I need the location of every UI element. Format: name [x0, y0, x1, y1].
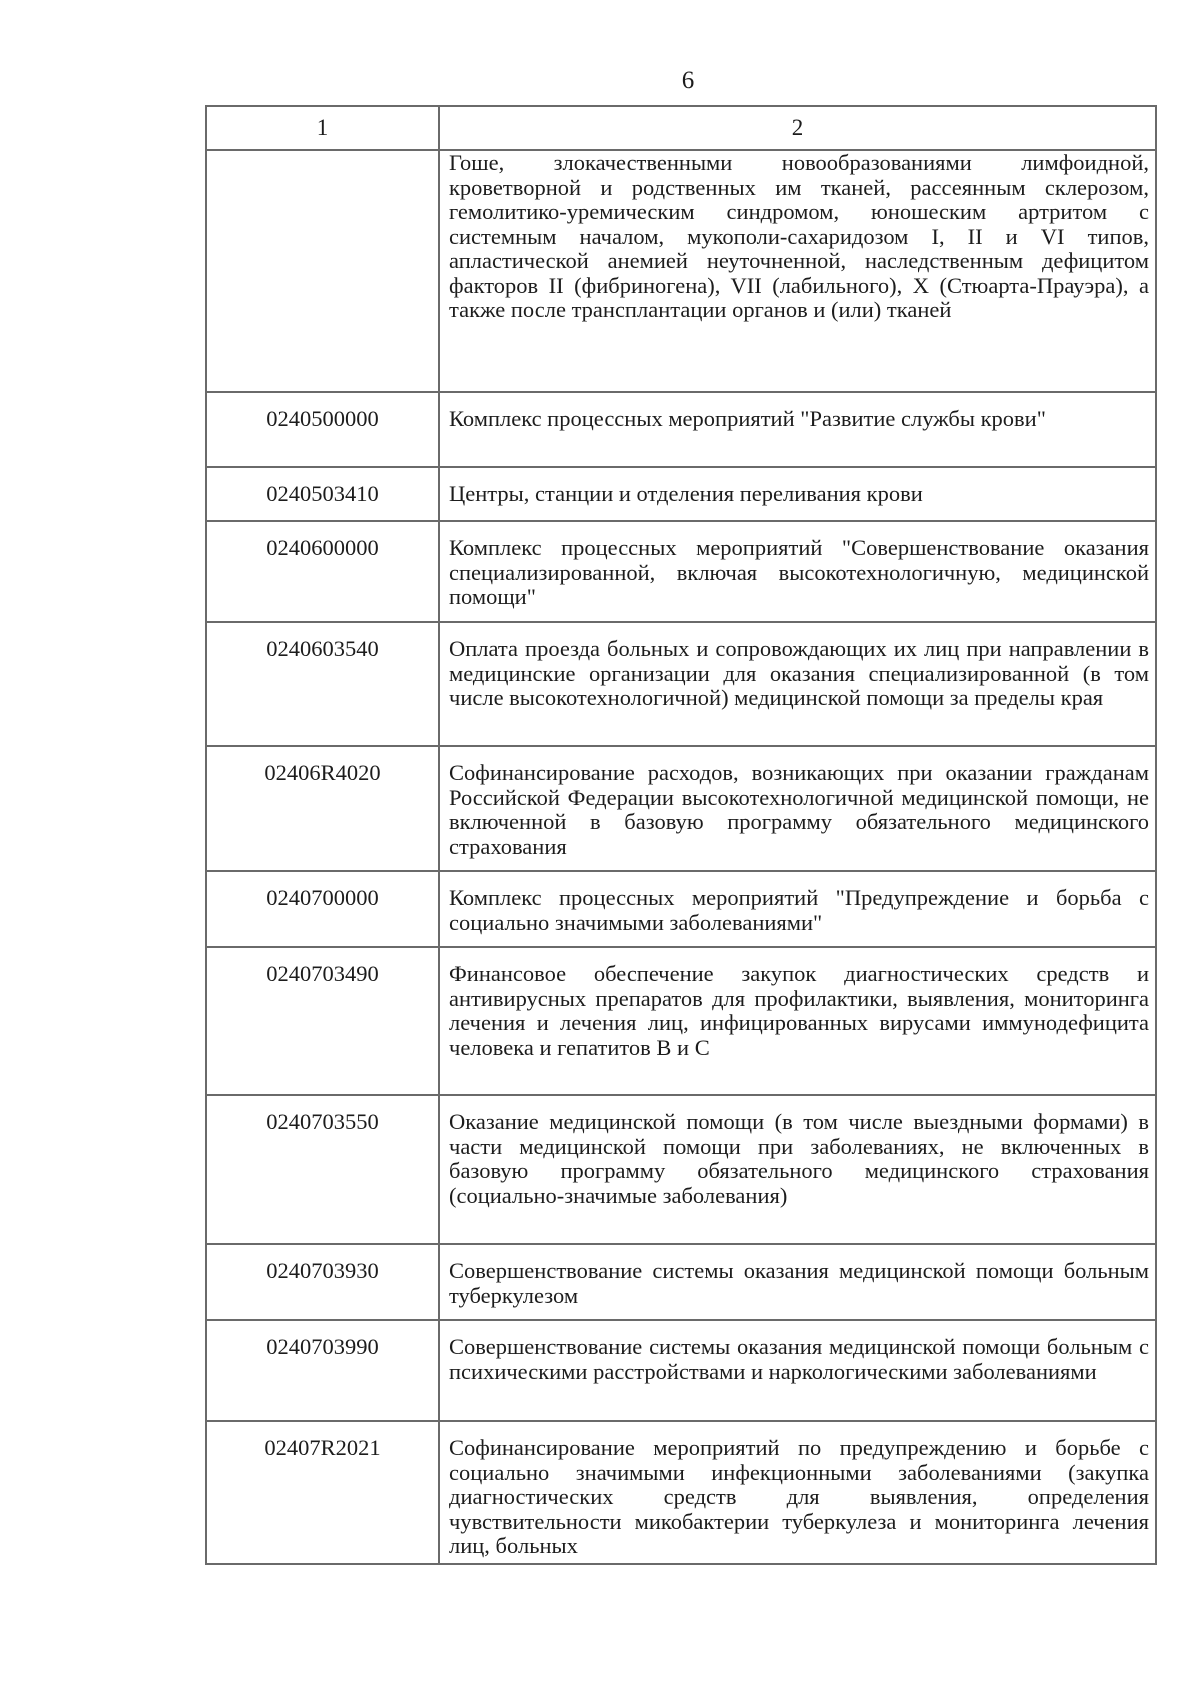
table-header-row — [206, 106, 1156, 150]
table-row — [206, 871, 1156, 947]
code-cell: 0240703930 — [206, 1244, 439, 1320]
table-row — [206, 521, 1156, 622]
page-number: 6 — [681, 67, 695, 94]
description-cell: Софинансирование расходов, возникающих при оказании гражданам Российской Федерации высокотехнологичной медицинской помощи, не включенной в базовую программу обязательного медицинского страхования — [439, 746, 1156, 871]
table-row — [206, 467, 1156, 521]
description-cell: Комплекс процессных мероприятий "Развитие службы крови" — [439, 392, 1156, 467]
code-cell: 0240703490 — [206, 947, 439, 1095]
column-header-1: 1 — [206, 106, 439, 150]
description-cell: Комплекс процессных мероприятий "Предупреждение и борьба с социально значимыми заболеваниями" — [439, 871, 1156, 947]
description-cell: Гоше, злокачественными новообразованиями лимфоидной, кроветворной и родственных им тканей, рассеянным склерозом, гемолитико-уремическим синдромом, юношеским артритом с системным началом, мукополи-сахаридозом I, II и VI типов, апластической анемией неуточненной, наследственным дефицитом факторов II (фибриногена), VII (лабильного), X (Стюарта-Прауэра), а также после трансплантации органов и (или) тканей — [439, 150, 1156, 392]
code-cell — [206, 150, 439, 392]
code-cell: 02407R2021 — [206, 1421, 439, 1564]
description-cell: Совершенствование системы оказания медицинской помощи больным с психическими расстройствами и наркологическими заболеваниями — [439, 1320, 1156, 1421]
description-cell: Финансовое обеспечение закупок диагностических средств и антивирусных препаратов для профилактики, выявления, мониторинга лечения и лечения лиц, инфицированных вирусами иммунодефицита человека и гепатитов В и С — [439, 947, 1156, 1095]
table-row — [206, 947, 1156, 1095]
table-row — [206, 150, 1156, 392]
table-row — [206, 1244, 1156, 1320]
description-cell: Оплата проезда больных и сопровождающих их лиц при направлении в медицинские организации для оказания специализированной (в том числе высокотехнологичной) медицинской помощи за пределы края — [439, 622, 1156, 746]
description-cell: Софинансирование мероприятий по предупреждению и борьбе с социально значимыми инфекционными заболеваниями (закупка диагностических средств для выявления, определения чувствительности микобактерии туберкулеза и мониторинга лечения лиц, больных — [439, 1421, 1156, 1564]
code-cell: 0240703990 — [206, 1320, 439, 1421]
code-cell: 0240500000 — [206, 392, 439, 467]
code-cell: 02406R4020 — [206, 746, 439, 871]
code-cell: 0240503410 — [206, 467, 439, 521]
code-cell: 0240700000 — [206, 871, 439, 947]
code-cell: 0240703550 — [206, 1095, 439, 1244]
table-row — [206, 1421, 1156, 1564]
budget-classification-table — [205, 105, 1157, 1565]
table-row — [206, 622, 1156, 746]
code-cell: 0240600000 — [206, 521, 439, 622]
description-cell: Центры, станции и отделения переливания крови — [439, 467, 1156, 521]
description-cell: Совершенствование системы оказания медицинской помощи больным туберкулезом — [439, 1244, 1156, 1320]
column-header-2: 2 — [439, 106, 1156, 150]
description-cell: Оказание медицинской помощи (в том числе выездными формами) в части медицинской помощи при заболеваниях, не включенных в базовую программу обязательного медицинского страхования (социально-значимые заболевания) — [439, 1095, 1156, 1244]
table-row — [206, 1095, 1156, 1244]
code-cell: 0240603540 — [206, 622, 439, 746]
table-row — [206, 392, 1156, 467]
table-row — [206, 1320, 1156, 1421]
table-row — [206, 746, 1156, 871]
description-cell: Комплекс процессных мероприятий "Совершенствование оказания специализированной, включая высокотехнологичную, медицинской помощи" — [439, 521, 1156, 622]
